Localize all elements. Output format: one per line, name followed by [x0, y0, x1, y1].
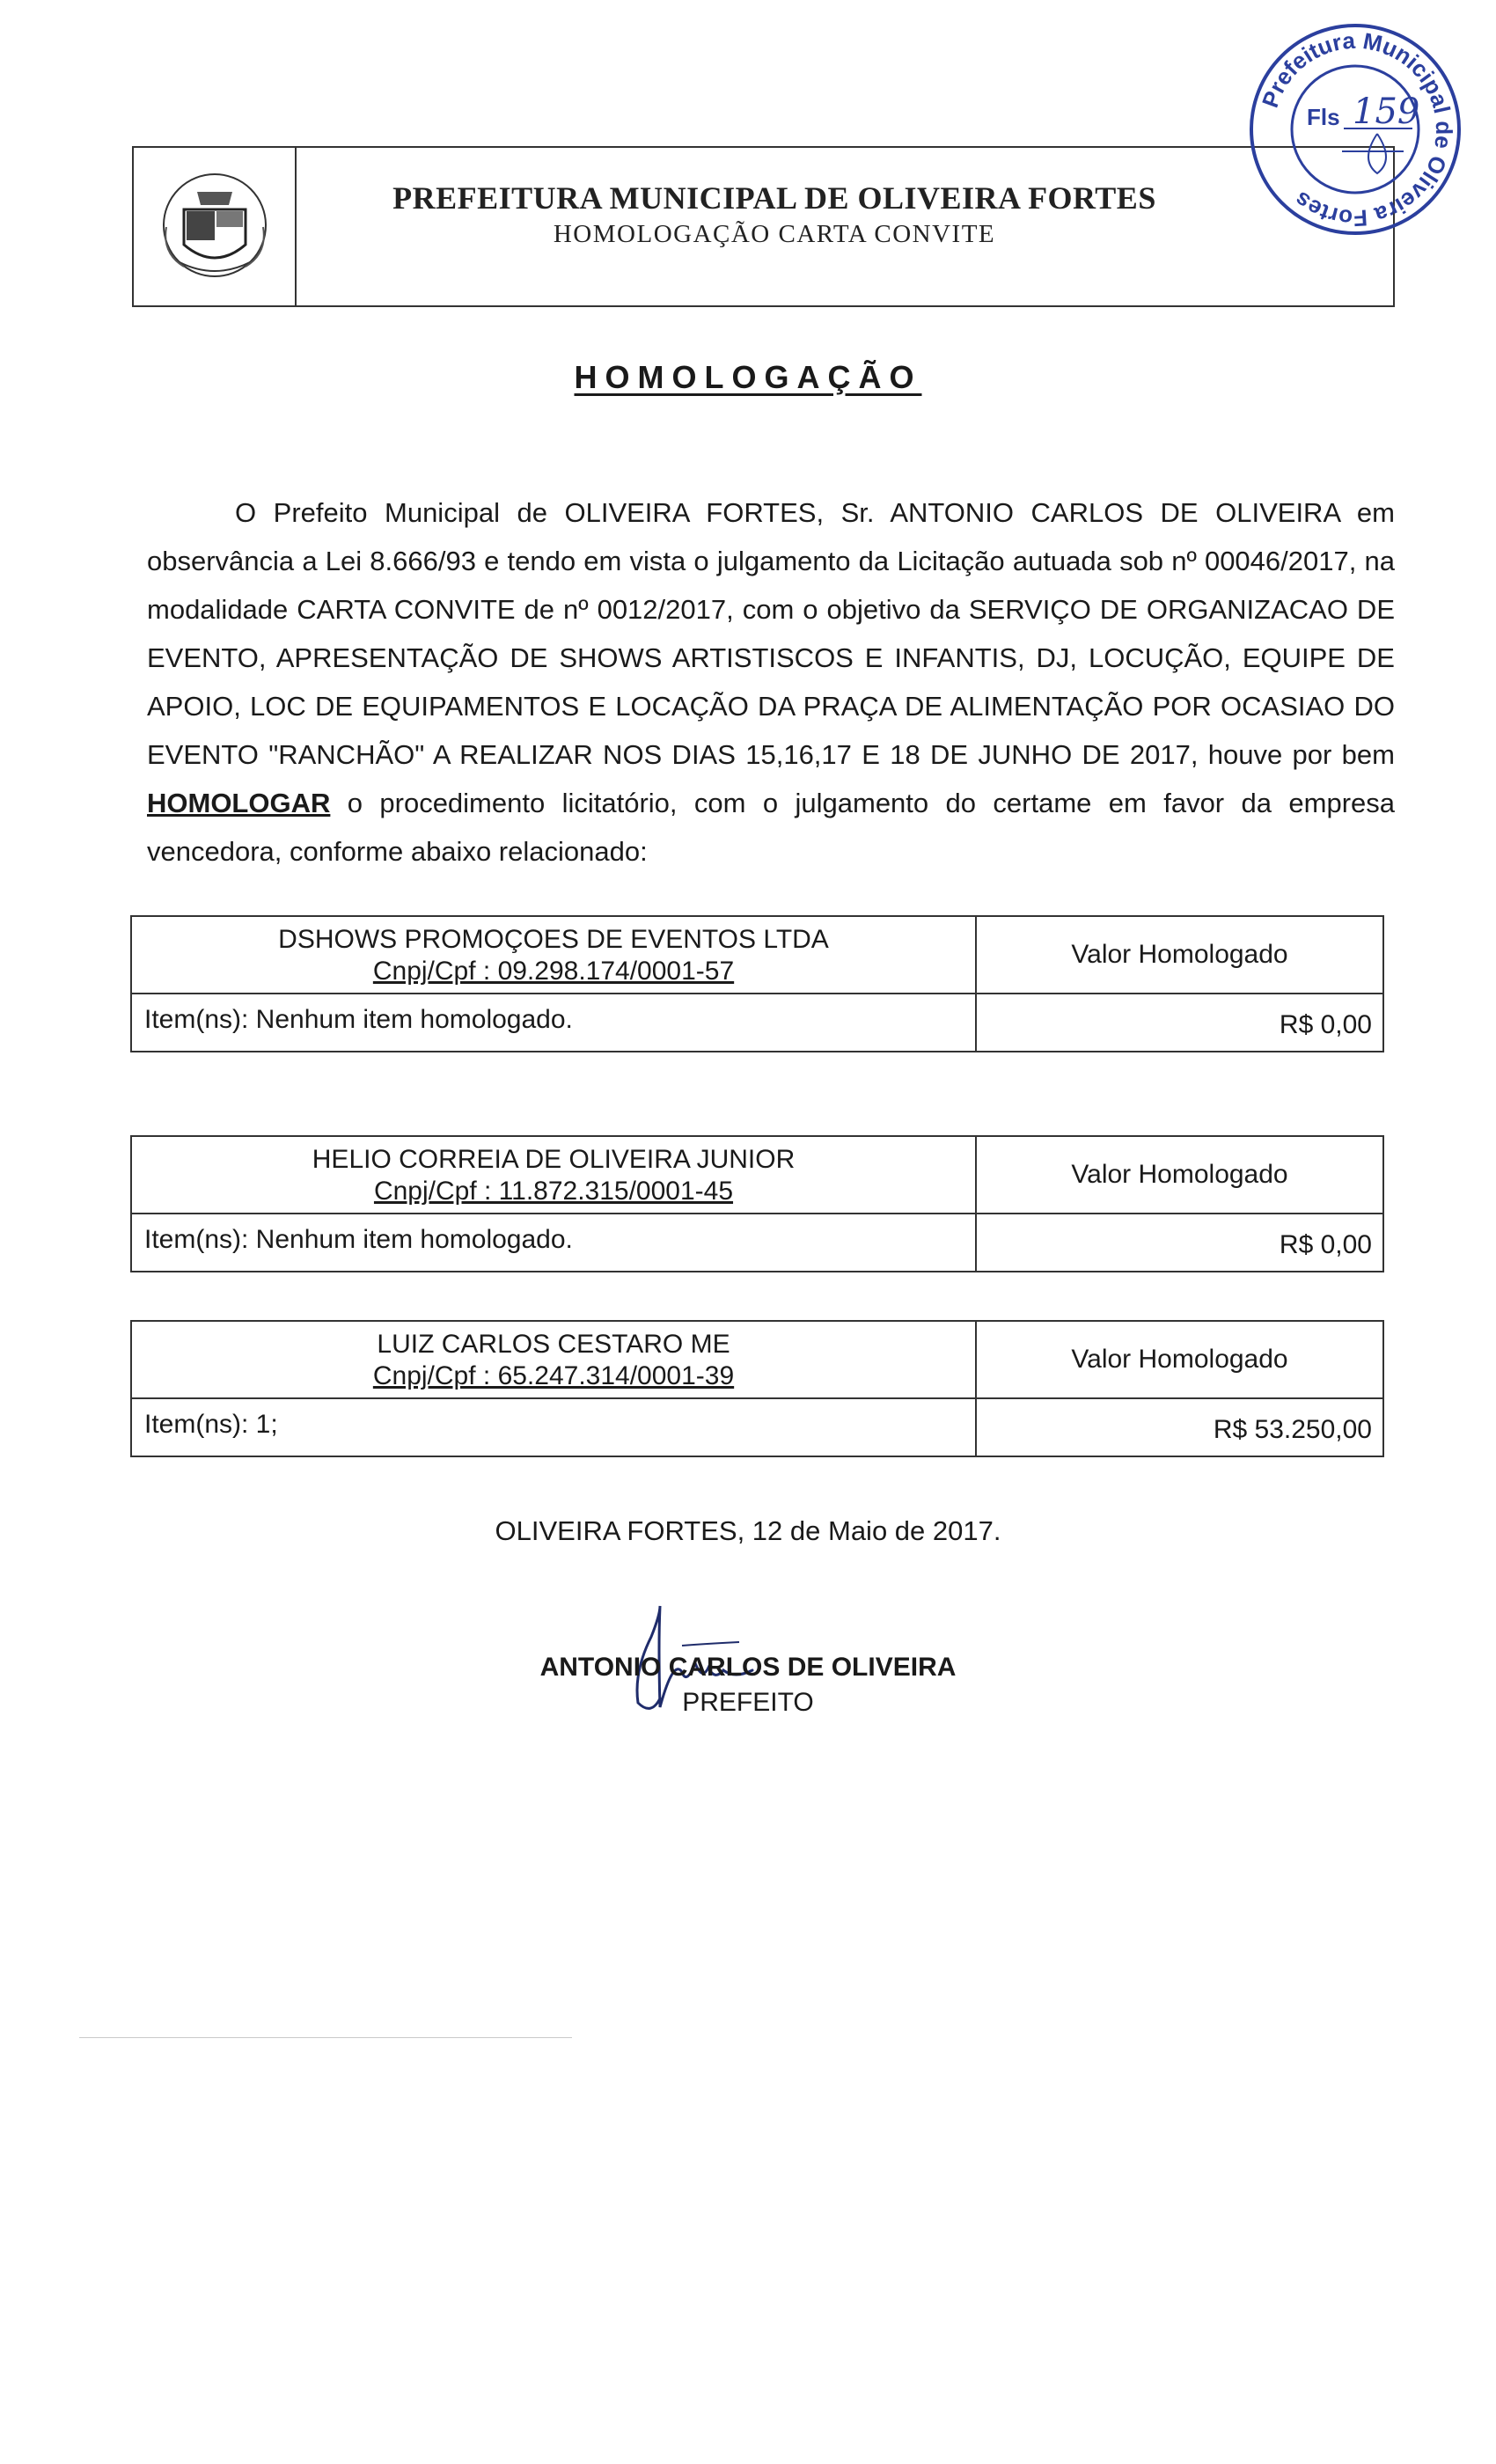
- document-header: [132, 146, 1395, 307]
- valor-homologado-label: Valor Homologado: [977, 1322, 1382, 1399]
- vendor-cnpj: Cnpj/Cpf : 09.298.174/0001-57: [372, 957, 735, 986]
- valor-homologado-value: R$ 0,00: [1279, 1230, 1372, 1259]
- vendor-items: Item(ns): Nenhum item homologado.: [132, 994, 977, 1051]
- stamp-ring-text: Prefeitura Municipal de Oliveira Fortes: [1256, 26, 1458, 232]
- header-title: PREFEITURA MUNICIPAL DE OLIVEIRA FORTES: [392, 180, 1156, 216]
- valor-homologado-value: R$ 53.250,00: [1213, 1415, 1372, 1444]
- paragraph-text-after: o procedimento licitatório, com o julgamento do certame em favor da empresa vencedora, conforme abaixo relacionado:: [147, 788, 1395, 867]
- vendor-items: Item(ns): 1;: [132, 1399, 977, 1456]
- vendor-name: LUIZ CARLOS CESTARO ME: [377, 1330, 730, 1359]
- vendor-name: DSHOWS PROMOÇOES DE EVENTOS LTDA: [278, 925, 829, 954]
- vendor-name-cell: [132, 917, 977, 994]
- stamp-fls-number: 159: [1353, 92, 1420, 132]
- vendor-items: Item(ns): Nenhum item homologado.: [132, 1214, 977, 1271]
- stamp-fls-label: Fls: [1307, 104, 1340, 130]
- seal-icon: [1245, 19, 1465, 239]
- valor-homologado-label: Valor Homologado: [977, 1137, 1382, 1214]
- coat-of-arms-icon: [144, 157, 285, 297]
- vendor-cnpj: Cnpj/Cpf : 65.247.314/0001-39: [372, 1361, 735, 1390]
- vendor-name-cell: [132, 1137, 977, 1214]
- scan-artifact-line: [79, 2037, 572, 2038]
- vendor-name-cell: [132, 1322, 977, 1399]
- signer-role: PREFEITO: [682, 1688, 814, 1717]
- coat-of-arms-logo: [134, 148, 297, 305]
- signer-name: ANTONIO CARLOS DE OLIVEIRA: [539, 1653, 957, 1682]
- vendor-cnpj: Cnpj/Cpf : 11.872.315/0001-45: [373, 1177, 734, 1206]
- homologar-emphasis: HOMOLOGAR: [147, 788, 331, 818]
- place-and-date: OLIVEIRA FORTES, 12 de Maio de 2017.: [495, 1515, 1001, 1546]
- document-title: [0, 359, 1496, 396]
- paragraph-text-before: O Prefeito Municipal de OLIVEIRA FORTES, Sr. ANTONIO CARLOS DE OLIVEIRA em observância a Lei 8.666/93 e tendo em vista o julgamento da Licitação autuada sob nº 00046/2017, na modalidade CARTA CONVITE de nº 0012/2017, com o objetivo da SERVIÇO DE ORGANIZACAO DE EVENTO, APRESENTAÇÃO DE SHOWS ARTISTISCOS E INFANTIS, DJ, LOCUÇÃO, EQUIPE DE APOIO, LOC DE EQUIPAMENTOS E LOCAÇÃO DA PRAÇA DE ALIMENTAÇÃO POR OCASIAO DO EVENTO "RANCHÃO" A REALIZAR NOS DIAS 15,16,17 E 18 DE JUNHO DE 2017, houve por bem: [147, 497, 1395, 770]
- vendor-table: [130, 1135, 1384, 1272]
- vendor-table: [130, 915, 1384, 1052]
- valor-homologado-label: Valor Homologado: [977, 917, 1382, 994]
- municipal-stamp: [1245, 19, 1465, 239]
- vendor-name: HELIO CORREIA DE OLIVEIRA JUNIOR: [312, 1145, 796, 1174]
- header-subtitle: HOMOLOGAÇÃO CARTA CONVITE: [553, 220, 996, 248]
- document-title-text: HOMOLOGAÇÃO: [574, 359, 922, 395]
- valor-homologado-value: R$ 0,00: [1279, 1010, 1372, 1039]
- vendor-table: [130, 1320, 1384, 1457]
- body-paragraph: [147, 488, 1395, 876]
